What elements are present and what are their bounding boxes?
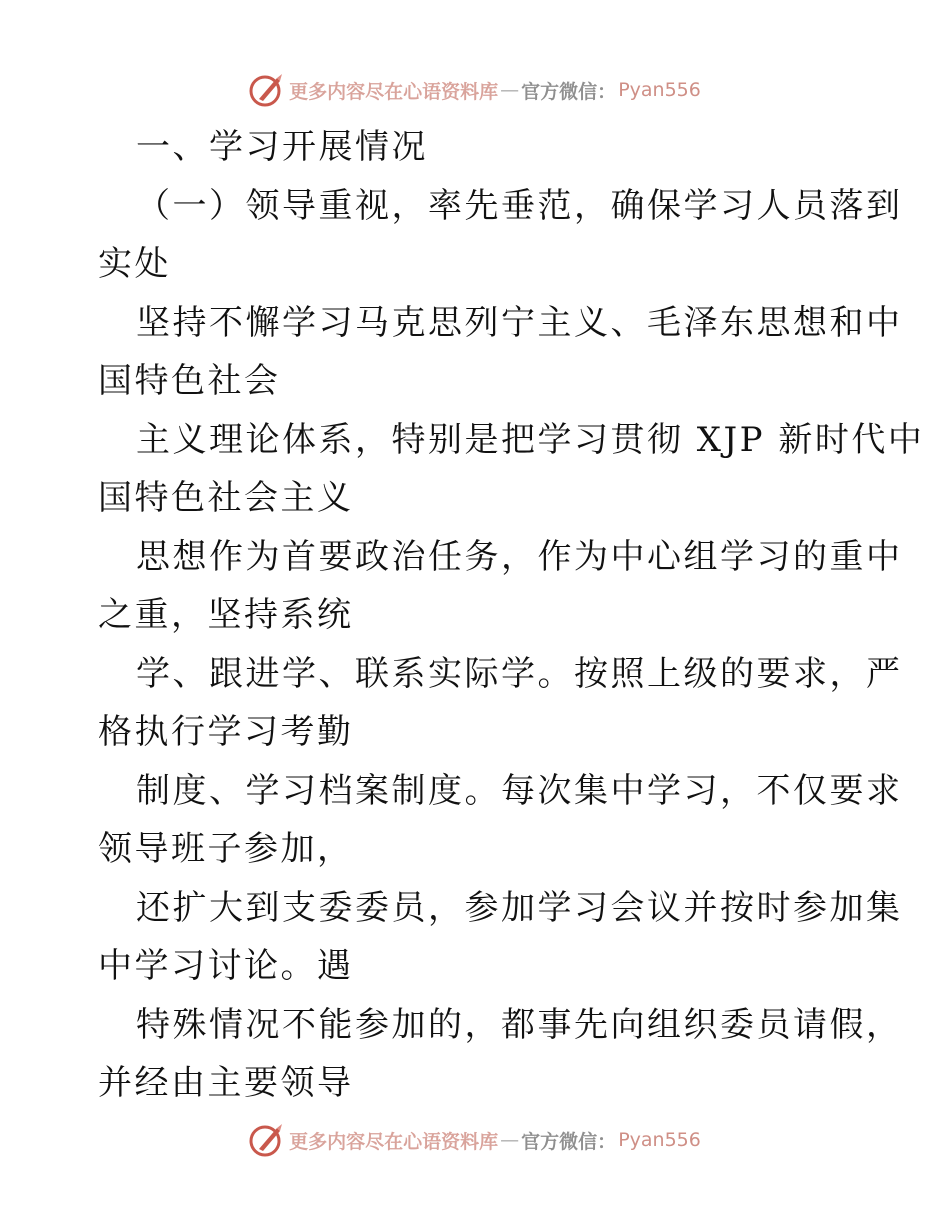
footer-main-text: 更多内容尽在心语资料库 [289, 1130, 499, 1153]
text-line: 领导班子参加， [98, 829, 354, 869]
text-line: 国特色社会主义 [98, 478, 354, 518]
footer-official-label: 官方微信： [521, 1130, 617, 1153]
banner-official-label: 官方微信： [521, 80, 617, 103]
quill-pen-logo-icon [249, 1122, 285, 1158]
footer-banner [0, 1120, 950, 1160]
footer-account-id: Pyan556 [618, 1129, 701, 1151]
text-line: 中学习讨论。遇 [98, 946, 354, 986]
footer-dash: — [500, 1129, 520, 1151]
text-line: 国特色社会 [98, 361, 281, 401]
text-line: 思想作为首要政治任务，作为中心组学习的重中 [136, 536, 903, 577]
section-heading: 一、学习开展情况 [136, 127, 428, 167]
text-line: 学、跟进学、联系实际学。按照上级的要求，严 [136, 653, 903, 694]
banner-main-text: 更多内容尽在心语资料库 [289, 80, 499, 103]
text-line: 还扩大到支委委员，参加学习会议并按时参加集 [136, 887, 903, 928]
quill-pen-logo-icon [249, 72, 285, 108]
text-line: 特殊情况不能参加的，都事先向组织委员请假， [136, 1004, 903, 1045]
text-line: 实处 [98, 244, 171, 284]
subsection-heading: （一）领导重视，率先垂范，确保学习人员落到 [136, 185, 903, 226]
banner-account-id: Pyan556 [618, 79, 701, 101]
text-line: 主义理论体系，特别是把学习贯彻 XJP 新时代中 [136, 419, 925, 460]
document-body [98, 118, 925, 1113]
text-line: 制度、学习档案制度。每次集中学习，不仅要求 [136, 770, 903, 811]
text-line: 之重，坚持系统 [98, 595, 354, 635]
header-banner [0, 70, 950, 110]
text-line: 并经由主要领导 [98, 1063, 354, 1103]
banner-dash: — [500, 79, 520, 101]
text-line: 格执行学习考勤 [98, 712, 354, 752]
text-line: 坚持不懈学习马克思列宁主义、毛泽东思想和中 [136, 302, 903, 343]
